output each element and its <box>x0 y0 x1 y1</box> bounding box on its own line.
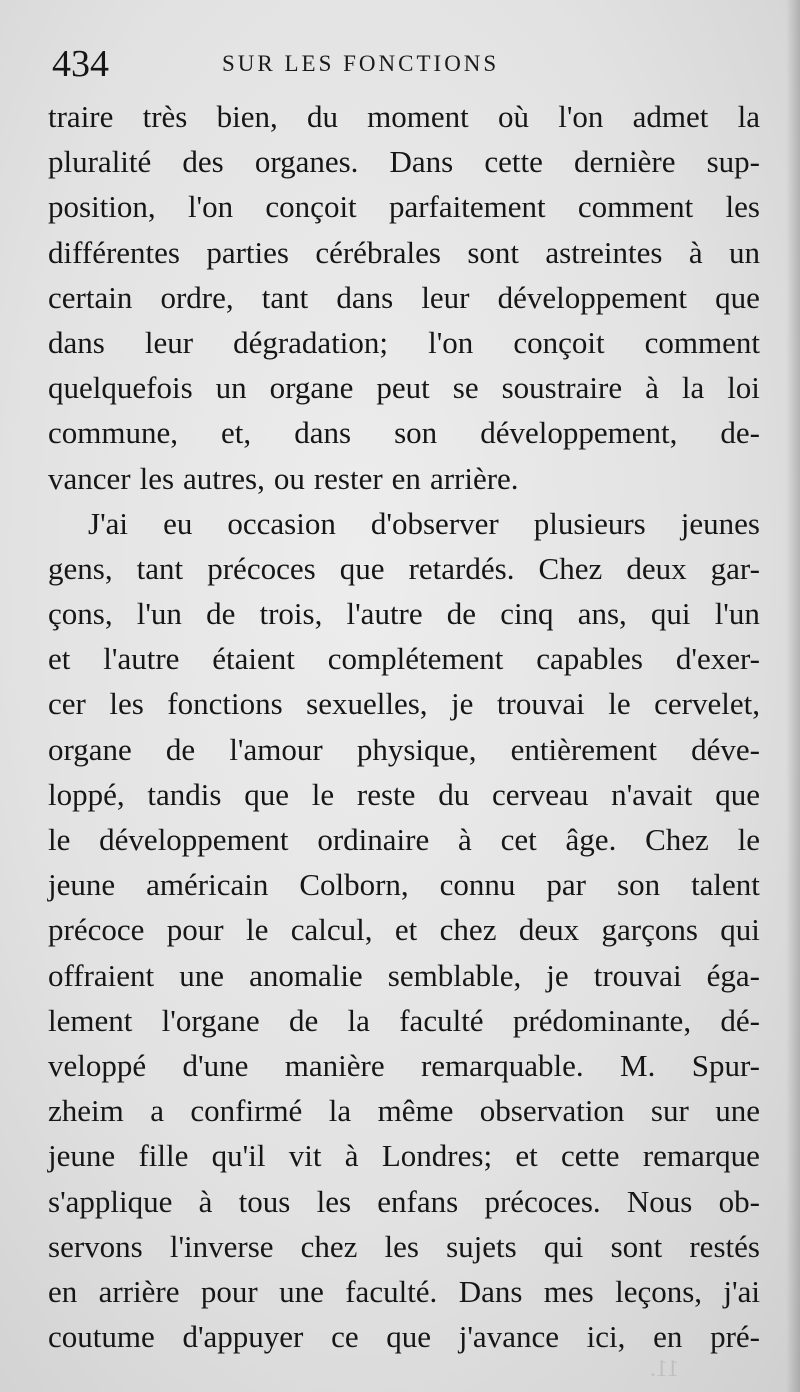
text-line: offraient une anomalie semblable, je trouvai éga- <box>48 957 760 993</box>
text-line: servons l'inverse chez les sujets qui sont restés <box>48 1228 760 1264</box>
text-line: précoce pour le calcul, et chez deux garçons qui <box>48 912 760 948</box>
text-line: lement l'organe de la faculté prédominante, dé- <box>48 1002 760 1038</box>
text-line: cer les fonctions sexuelles, je trouvai le cervelet, <box>48 686 760 722</box>
paragraph <box>48 94 760 501</box>
text-line: traire très bien, du moment où l'on admet la <box>48 99 760 134</box>
page-number: 434 <box>52 43 109 85</box>
text-line: jeune fille qu'il vit à Londres; et cette remarque <box>48 1138 760 1174</box>
text-line: certain ordre, tant dans leur développement que <box>48 279 760 315</box>
running-head: SUR LES FONCTIONS <box>222 51 500 76</box>
text-line: organe de l'amour physique, entièrement déve- <box>48 731 760 767</box>
text-line: loppé, tandis que le reste du cerveau n'avait que <box>48 776 760 812</box>
bleed-through-mark: 11. <box>650 1356 680 1382</box>
paragraph <box>48 501 760 1360</box>
body-text <box>48 94 760 1359</box>
text-line: commune, et, dans son développement, de- <box>48 415 760 451</box>
text-line: et l'autre étaient complétement capables d'exer- <box>48 641 760 677</box>
text-line: coutume d'appuyer ce que j'avance ici, en pré- <box>48 1319 760 1355</box>
text-line: gens, tant précoces que retardés. Chez deux gar- <box>48 550 760 586</box>
text-line: zheim a confirmé la même observation sur une <box>48 1093 760 1129</box>
text-line: J'ai eu occasion d'observer plusieurs jeunes <box>88 505 760 541</box>
text-line: dans leur dégradation; l'on conçoit comment <box>48 324 760 360</box>
text-line: quelquefois un organe peut se soustraire à la loi <box>48 370 760 406</box>
page-edge-shadow <box>786 0 800 1392</box>
text-line: vancer les autres, ou rester en arrière. <box>48 460 519 496</box>
text-line: en arrière pour une faculté. Dans mes leçons, j'ai <box>48 1273 760 1309</box>
text-line: pluralité des organes. Dans cette dernière sup- <box>48 144 760 180</box>
text-line: s'applique à tous les enfans précoces. Nous ob- <box>48 1183 760 1219</box>
text-line: différentes parties cérébrales sont astreintes à un <box>48 234 760 270</box>
text-line: çons, l'un de trois, l'autre de cinq ans, qui l'un <box>48 596 760 632</box>
text-line: position, l'on conçoit parfaitement comment les <box>48 189 760 225</box>
text-line: jeune américain Colborn, connu par son talent <box>48 867 760 903</box>
text-line: le développement ordinaire à cet âge. Chez le <box>48 822 760 857</box>
page-header <box>50 40 760 88</box>
text-line: veloppé d'une manière remarquable. M. Spur- <box>48 1047 760 1083</box>
